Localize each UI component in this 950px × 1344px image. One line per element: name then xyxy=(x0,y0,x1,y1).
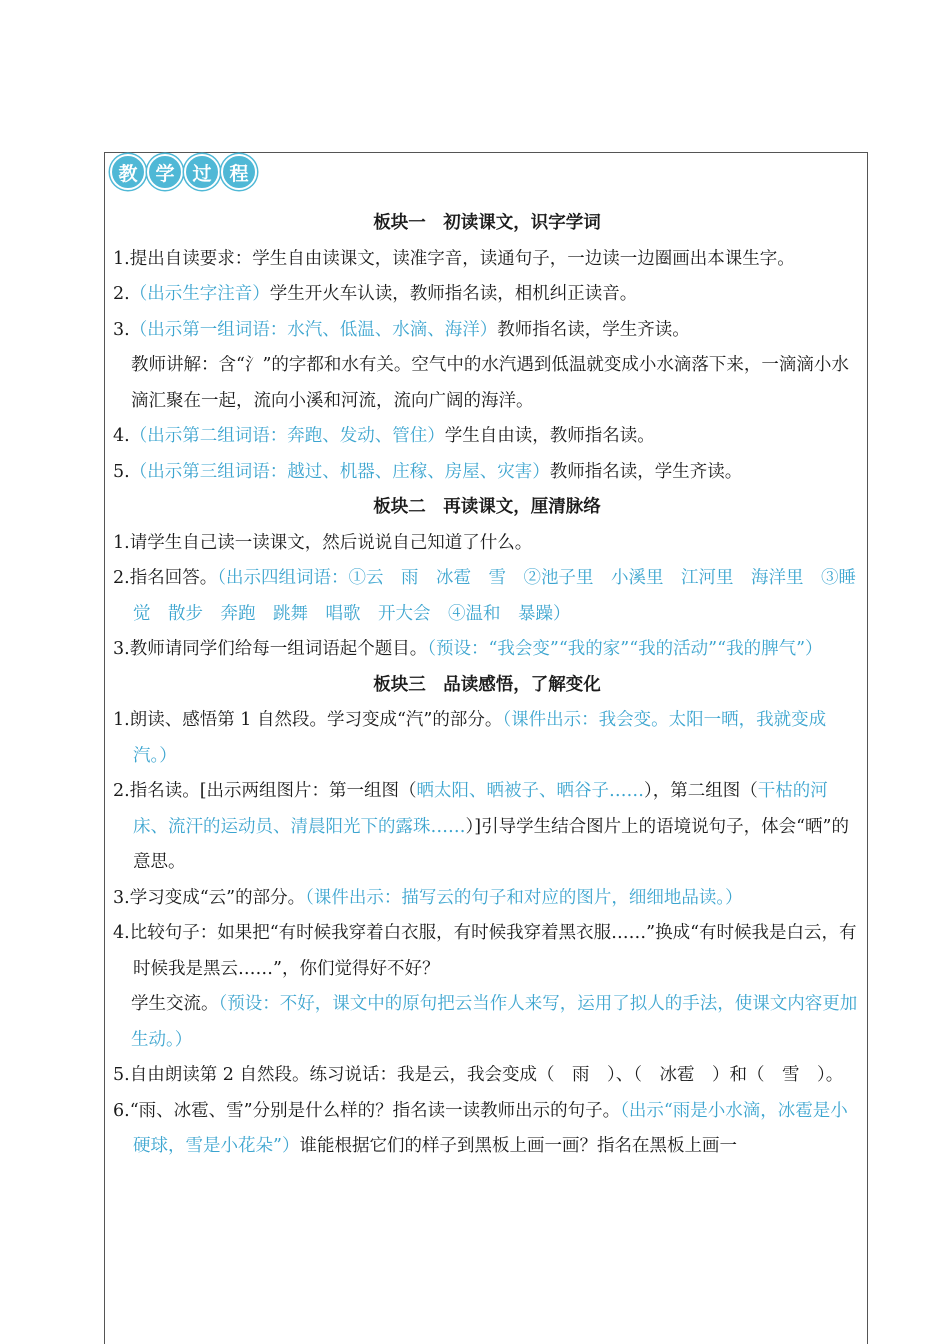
paragraph xyxy=(113,774,861,881)
body-text: 4.比较句子：如果把“有时候我穿着白衣服，有时候我穿着黑衣服……”换成“有时候我是白云，有时候我是黑云……”，你们觉得好不好？ xyxy=(113,923,857,979)
highlight-text: （课件出示：描写云的句子和对应的图片，细细地品读。） xyxy=(305,887,743,908)
paragraph xyxy=(113,455,861,491)
section-heading: 板块一 初读课文，识字学词 xyxy=(373,213,601,233)
badge-char: 学 xyxy=(147,154,183,190)
badge-char: 教 xyxy=(110,154,146,190)
highlight-text: （课件出示：我会变。太阳一晒，我就变成汽。） xyxy=(133,710,827,766)
body-text: 1.提出自读要求：学生自由读课文，读准字音，读通句子，一边读一边圈画出本课生字。 xyxy=(113,248,795,269)
body-text: 2. xyxy=(113,284,130,304)
paragraph xyxy=(113,242,861,278)
paragraph xyxy=(113,419,861,455)
badge-char: 过 xyxy=(184,154,220,190)
body-text: 2.指名回答。 xyxy=(113,568,218,588)
section-heading: 板块二 再读课文，厘清脉络 xyxy=(373,497,601,517)
body-text: 6.“雨、冰雹、雪”分别是什么样的？指名读一读教师出示的句子。 xyxy=(113,1100,621,1121)
paragraph xyxy=(113,313,861,349)
body-text: 5. xyxy=(113,461,130,482)
paragraph xyxy=(113,526,861,562)
highlight-text: （出示第二组词语：奔跑、发动、管住） xyxy=(129,426,445,446)
paragraph xyxy=(113,561,861,632)
paragraph xyxy=(113,1094,861,1165)
paragraph xyxy=(113,987,861,1058)
highlight-text: （出示第一组词语：水汽、低温、水滴、海洋） xyxy=(129,319,498,340)
highlight-text: （出示生字注音） xyxy=(129,284,270,304)
paragraph xyxy=(113,916,861,987)
body-text: 2.指名读。[出示两组图片：第一组图（ xyxy=(113,781,417,801)
paragraph xyxy=(113,348,861,419)
body-text: 3.学习变成“云”的部分。 xyxy=(113,887,306,908)
body-text: 教师讲解：含“氵”的字都和水有关。空气中的水汽遇到低温就变成小水滴落下来，一滴滴小水滴汇聚在一起，流向小溪和河流，流向广阔的海洋。 xyxy=(131,355,849,411)
body-text: 学生交流。 xyxy=(131,994,219,1014)
highlight-text: （出示四组词语：①云 雨 冰雹 雪 ②池子里 小溪里 江河里 海洋里 ③睡觉 散步 奔跑 跳舞 唱歌 开大会 ④温和 暴躁） xyxy=(133,568,856,624)
body-text: 3. xyxy=(113,319,130,340)
lesson-content xyxy=(113,206,861,1165)
paragraph xyxy=(113,632,861,668)
body-text: 1.请学生自己读一读课文，然后说说自己知道了什么。 xyxy=(113,532,533,553)
body-text: 学生自由读，教师指名读。 xyxy=(444,426,655,446)
highlight-text: 干枯的河床、流汗的运动员、清晨阳光下的露珠…… xyxy=(133,781,828,837)
body-text: 谁能根据它们的样子到黑板上画一画？指名在黑板上画一 xyxy=(299,1136,737,1156)
paragraph xyxy=(113,1058,861,1094)
body-text: 教师指名读，学生齐读。 xyxy=(497,319,690,340)
teaching-process-badge xyxy=(110,154,257,190)
body-text: 3.教师请同学们给每一组词语起个题目。 xyxy=(113,639,428,659)
paragraph xyxy=(113,703,861,774)
highlight-text: （预设：“我会变”“我的家”“我的活动”“我的脾气”） xyxy=(427,639,823,659)
highlight-text: （出示第三组词语：越过、机器、庄稼、房屋、灾害） xyxy=(129,461,550,482)
body-text: ），第二组图（ xyxy=(644,781,758,801)
highlight-text: 晒太阳、晒被子、晒谷子…… xyxy=(416,781,645,801)
highlight-text: （出示“雨是小水滴，冰雹是小硬球，雪是小花朵”） xyxy=(133,1100,848,1156)
body-text: 教师指名读，学生齐读。 xyxy=(549,461,743,482)
paragraph xyxy=(113,277,861,313)
body-text: ）]引导学生结合图片上的语境说句子，体会“晒”的意思。 xyxy=(133,816,849,872)
body-text: 学生开火车认读，教师指名读，相机纠正读音。 xyxy=(269,284,638,304)
body-text: 5.自由朗读第 2 自然段。练习说话：我是云，我会变成（ 雨 ）、（ 冰雹 ）和（ 雪 ）。 xyxy=(113,1065,844,1085)
body-text: 4. xyxy=(113,426,130,446)
highlight-text: （预设：不好，课文中的原句把云当作人来写，运用了拟人的手法，使课文内容更加生动。） xyxy=(131,994,858,1050)
section-heading: 板块三 品读感悟，了解变化 xyxy=(373,674,601,695)
paragraph xyxy=(113,881,861,917)
body-text: 1.朗读、感悟第 1 自然段。学习变成“汽”的部分。 xyxy=(113,710,503,730)
badge-char: 程 xyxy=(221,154,257,190)
